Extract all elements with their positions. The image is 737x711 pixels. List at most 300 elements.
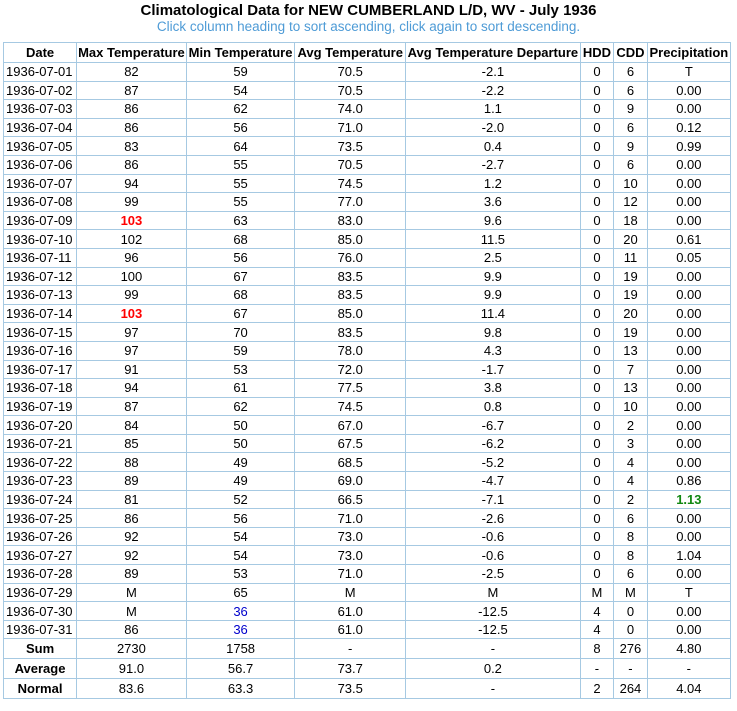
precip-cell: T — [647, 63, 730, 82]
table-row — [4, 509, 731, 528]
table-row — [4, 527, 731, 546]
cdd-cell: 9 — [614, 100, 648, 119]
avg-temp-cell: 68.5 — [295, 453, 406, 472]
min-temp-cell: 68 — [186, 286, 295, 305]
min-temp-cell: 55 — [186, 193, 295, 212]
max-temp-cell: 99 — [77, 286, 187, 305]
date-cell: 1936-07-25 — [4, 509, 77, 528]
date-cell: 1936-07-09 — [4, 211, 77, 230]
cdd-cell: 4 — [614, 453, 648, 472]
cdd-cell: - — [614, 659, 648, 679]
hdd-cell: 0 — [580, 416, 614, 435]
table-row — [4, 434, 731, 453]
hdd-cell: 0 — [580, 137, 614, 156]
date-cell: 1936-07-10 — [4, 230, 77, 249]
date-cell: 1936-07-21 — [4, 434, 77, 453]
min-temp-cell: 53 — [186, 360, 295, 379]
avg-temp-cell: 74.5 — [295, 174, 406, 193]
max-temp-cell: 92 — [77, 546, 187, 565]
avg-temp-cell: 66.5 — [295, 490, 406, 509]
hdd-cell: 0 — [580, 527, 614, 546]
table-row — [4, 267, 731, 286]
table-row — [4, 397, 731, 416]
avg-temp-cell: 71.0 — [295, 118, 406, 137]
max-temp-cell: 83.6 — [77, 679, 187, 699]
cdd-cell: 20 — [614, 304, 648, 323]
precip-cell: T — [647, 583, 730, 602]
min-temp-cell: 67 — [186, 267, 295, 286]
min-temp-cell: 68 — [186, 230, 295, 249]
min-temp-cell: 56 — [186, 248, 295, 267]
avg-temp-cell: 73.0 — [295, 527, 406, 546]
max-temp-cell: 91.0 — [77, 659, 187, 679]
departure-cell: 3.6 — [406, 193, 581, 212]
precip-cell: 0.00 — [647, 286, 730, 305]
precip-cell: 0.00 — [647, 193, 730, 212]
min-temp-cell: 49 — [186, 453, 295, 472]
min-temp-cell: 61 — [186, 379, 295, 398]
departure-cell: 1.2 — [406, 174, 581, 193]
min-temp-cell: 63.3 — [186, 679, 295, 699]
max-temp-cell: 86 — [77, 118, 187, 137]
hdd-cell: 0 — [580, 230, 614, 249]
max-temp-cell: 89 — [77, 565, 187, 584]
summary-label: Sum — [4, 639, 77, 659]
min-temp-cell: 56 — [186, 118, 295, 137]
cdd-cell: 0 — [614, 620, 648, 639]
sort-header-avg-temperature[interactable]: Avg Temperature — [295, 43, 406, 63]
table-row — [4, 360, 731, 379]
avg-temp-cell: 77.5 — [295, 379, 406, 398]
hdd-cell: 0 — [580, 248, 614, 267]
cdd-cell: 6 — [614, 81, 648, 100]
hdd-cell: 2 — [580, 679, 614, 699]
date-cell: 1936-07-24 — [4, 490, 77, 509]
precip-cell: 0.00 — [647, 434, 730, 453]
max-temp-cell: 88 — [77, 453, 187, 472]
hdd-cell: 0 — [580, 118, 614, 137]
cdd-cell: 2 — [614, 490, 648, 509]
precip-cell: 0.00 — [647, 620, 730, 639]
avg-temp-cell: 74.5 — [295, 397, 406, 416]
max-temp-cell: 91 — [77, 360, 187, 379]
table-row — [4, 137, 731, 156]
table-row — [4, 490, 731, 509]
avg-temp-cell: 73.5 — [295, 137, 406, 156]
precip-cell: 0.00 — [647, 379, 730, 398]
date-cell: 1936-07-12 — [4, 267, 77, 286]
cdd-cell: 2 — [614, 416, 648, 435]
min-temp-cell: 54 — [186, 527, 295, 546]
date-cell: 1936-07-30 — [4, 602, 77, 621]
precip-cell: 0.00 — [647, 81, 730, 100]
cdd-cell: 19 — [614, 323, 648, 342]
cdd-cell: M — [614, 583, 648, 602]
table-summary — [4, 639, 731, 699]
cdd-cell: 10 — [614, 174, 648, 193]
min-temp-cell: 36 — [186, 620, 295, 639]
date-cell: 1936-07-01 — [4, 63, 77, 82]
hdd-cell: 0 — [580, 211, 614, 230]
max-temp-cell: 86 — [77, 155, 187, 174]
precip-cell: 0.05 — [647, 248, 730, 267]
cdd-cell: 6 — [614, 155, 648, 174]
table-row — [4, 174, 731, 193]
date-cell: 1936-07-23 — [4, 472, 77, 491]
date-cell: 1936-07-22 — [4, 453, 77, 472]
max-temp-cell: 83 — [77, 137, 187, 156]
sort-header-avg-temperature-departure[interactable]: Avg Temperature Departure — [406, 43, 581, 63]
hdd-cell: 0 — [580, 174, 614, 193]
date-cell: 1936-07-20 — [4, 416, 77, 435]
hdd-cell: M — [580, 583, 614, 602]
min-temp-cell: 1758 — [186, 639, 295, 659]
min-temp-cell: 63 — [186, 211, 295, 230]
table-row — [4, 602, 731, 621]
avg-temp-cell: 77.0 — [295, 193, 406, 212]
avg-temp-cell: 61.0 — [295, 620, 406, 639]
departure-cell: -1.7 — [406, 360, 581, 379]
cdd-cell: 264 — [614, 679, 648, 699]
departure-cell: -2.1 — [406, 63, 581, 82]
precip-cell: 0.00 — [647, 602, 730, 621]
cdd-cell: 8 — [614, 546, 648, 565]
date-cell: 1936-07-19 — [4, 397, 77, 416]
table-row — [4, 81, 731, 100]
hdd-cell: 4 — [580, 602, 614, 621]
avg-temp-cell: 73.5 — [295, 679, 406, 699]
precip-cell: 0.99 — [647, 137, 730, 156]
hdd-cell: 0 — [580, 100, 614, 119]
departure-cell: 3.8 — [406, 379, 581, 398]
avg-temp-cell: 85.0 — [295, 230, 406, 249]
precip-cell: 0.00 — [647, 360, 730, 379]
min-temp-cell: 65 — [186, 583, 295, 602]
precip-cell: 0.00 — [647, 341, 730, 360]
date-cell: 1936-07-13 — [4, 286, 77, 305]
sort-header-precipitation[interactable]: Precipitation — [647, 43, 730, 63]
precip-cell: 1.04 — [647, 546, 730, 565]
precip-cell: 0.00 — [647, 565, 730, 584]
min-temp-cell: 53 — [186, 565, 295, 584]
departure-cell: 2.5 — [406, 248, 581, 267]
departure-cell: -5.2 — [406, 453, 581, 472]
date-cell: 1936-07-11 — [4, 248, 77, 267]
max-temp-cell: 96 — [77, 248, 187, 267]
table-row — [4, 118, 731, 137]
table-row — [4, 416, 731, 435]
precip-cell: 0.00 — [647, 397, 730, 416]
summary-row — [4, 659, 731, 679]
avg-temp-cell: 83.0 — [295, 211, 406, 230]
avg-temp-cell: 70.5 — [295, 81, 406, 100]
departure-cell: - — [406, 639, 581, 659]
table-row — [4, 193, 731, 212]
hdd-cell: 0 — [580, 490, 614, 509]
max-temp-cell: 82 — [77, 63, 187, 82]
max-temp-cell: 99 — [77, 193, 187, 212]
max-temp-cell: 97 — [77, 341, 187, 360]
avg-temp-cell: 83.5 — [295, 323, 406, 342]
max-temp-cell: 94 — [77, 379, 187, 398]
cdd-cell: 19 — [614, 267, 648, 286]
min-temp-cell: 62 — [186, 397, 295, 416]
table-row — [4, 453, 731, 472]
precip-cell: 0.00 — [647, 509, 730, 528]
departure-cell: -4.7 — [406, 472, 581, 491]
avg-temp-cell: 67.0 — [295, 416, 406, 435]
max-temp-cell: 81 — [77, 490, 187, 509]
cdd-cell: 20 — [614, 230, 648, 249]
max-temp-cell: 103 — [77, 304, 187, 323]
hdd-cell: 0 — [580, 379, 614, 398]
min-temp-cell: 64 — [186, 137, 295, 156]
departure-cell: -0.6 — [406, 546, 581, 565]
hdd-cell: 0 — [580, 193, 614, 212]
precip-cell: 0.00 — [647, 304, 730, 323]
avg-temp-cell: 83.5 — [295, 286, 406, 305]
date-cell: 1936-07-27 — [4, 546, 77, 565]
hdd-cell: 0 — [580, 472, 614, 491]
table-row — [4, 211, 731, 230]
max-temp-cell: 94 — [77, 174, 187, 193]
departure-cell: 0.2 — [406, 659, 581, 679]
departure-cell: 9.9 — [406, 286, 581, 305]
cdd-cell: 19 — [614, 286, 648, 305]
hdd-cell: 0 — [580, 286, 614, 305]
cdd-cell: 12 — [614, 193, 648, 212]
departure-cell: - — [406, 679, 581, 699]
sort-header-date[interactable]: Date — [4, 43, 77, 63]
hdd-cell: 0 — [580, 509, 614, 528]
cdd-cell: 11 — [614, 248, 648, 267]
cdd-cell: 13 — [614, 379, 648, 398]
departure-cell: 9.6 — [406, 211, 581, 230]
table-row — [4, 565, 731, 584]
avg-temp-cell: 67.5 — [295, 434, 406, 453]
avg-temp-cell: 61.0 — [295, 602, 406, 621]
summary-label: Normal — [4, 679, 77, 699]
precip-cell: 0.00 — [647, 416, 730, 435]
max-temp-cell: 86 — [77, 509, 187, 528]
min-temp-cell: 56.7 — [186, 659, 295, 679]
table-row — [4, 323, 731, 342]
cdd-cell: 6 — [614, 565, 648, 584]
summary-row — [4, 679, 731, 699]
hdd-cell: 0 — [580, 434, 614, 453]
date-cell: 1936-07-16 — [4, 341, 77, 360]
summary-row — [4, 639, 731, 659]
max-temp-cell: 2730 — [77, 639, 187, 659]
min-temp-cell: 49 — [186, 472, 295, 491]
table-row — [4, 230, 731, 249]
precip-cell: 0.00 — [647, 527, 730, 546]
hdd-cell: 0 — [580, 341, 614, 360]
date-cell: 1936-07-06 — [4, 155, 77, 174]
departure-cell: 0.4 — [406, 137, 581, 156]
sort-instructions: Click column heading to sort ascending, click again to sort descending. — [156, 19, 581, 34]
departure-cell: -2.2 — [406, 81, 581, 100]
cdd-cell: 7 — [614, 360, 648, 379]
departure-cell: 0.8 — [406, 397, 581, 416]
min-temp-cell: 55 — [186, 174, 295, 193]
date-cell: 1936-07-03 — [4, 100, 77, 119]
hdd-cell: - — [580, 659, 614, 679]
max-temp-cell: 92 — [77, 527, 187, 546]
table-row — [4, 379, 731, 398]
min-temp-cell: 54 — [186, 81, 295, 100]
precip-cell: 0.00 — [647, 323, 730, 342]
departure-cell: M — [406, 583, 581, 602]
precip-cell: 4.04 — [647, 679, 730, 699]
departure-cell: 11.4 — [406, 304, 581, 323]
max-temp-cell: 102 — [77, 230, 187, 249]
min-temp-cell: 50 — [186, 416, 295, 435]
avg-temp-cell: 76.0 — [295, 248, 406, 267]
date-cell: 1936-07-05 — [4, 137, 77, 156]
cdd-cell: 6 — [614, 509, 648, 528]
cdd-cell: 6 — [614, 63, 648, 82]
max-temp-cell: 85 — [77, 434, 187, 453]
climate-data-table — [3, 42, 731, 699]
precip-cell: - — [647, 659, 730, 679]
precip-cell: 0.00 — [647, 100, 730, 119]
cdd-cell: 4 — [614, 472, 648, 491]
date-cell: 1936-07-31 — [4, 620, 77, 639]
departure-cell: 4.3 — [406, 341, 581, 360]
max-temp-cell: 103 — [77, 211, 187, 230]
date-cell: 1936-07-02 — [4, 81, 77, 100]
max-temp-cell: 97 — [77, 323, 187, 342]
table-row — [4, 286, 731, 305]
date-cell: 1936-07-18 — [4, 379, 77, 398]
table-row — [4, 155, 731, 174]
page-title: Climatological Data for NEW CUMBERLAND L/D, WV - July 1936 — [140, 2, 597, 19]
date-cell: 1936-07-15 — [4, 323, 77, 342]
max-temp-cell: 87 — [77, 397, 187, 416]
date-cell: 1936-07-08 — [4, 193, 77, 212]
precip-cell: 0.00 — [647, 211, 730, 230]
sort-header-hdd[interactable]: HDD — [580, 43, 614, 63]
min-temp-cell: 52 — [186, 490, 295, 509]
min-temp-cell: 67 — [186, 304, 295, 323]
date-cell: 1936-07-04 — [4, 118, 77, 137]
max-temp-cell: M — [77, 583, 187, 602]
hdd-cell: 0 — [580, 81, 614, 100]
max-temp-cell: 89 — [77, 472, 187, 491]
min-temp-cell: 59 — [186, 63, 295, 82]
hdd-cell: 0 — [580, 155, 614, 174]
precip-cell: 4.80 — [647, 639, 730, 659]
hdd-cell: 0 — [580, 397, 614, 416]
departure-cell: 11.5 — [406, 230, 581, 249]
hdd-cell: 0 — [580, 323, 614, 342]
cdd-cell: 0 — [614, 602, 648, 621]
max-temp-cell: 87 — [77, 81, 187, 100]
min-temp-cell: 59 — [186, 341, 295, 360]
max-temp-cell: 84 — [77, 416, 187, 435]
departure-cell: -2.7 — [406, 155, 581, 174]
avg-temp-cell: 71.0 — [295, 565, 406, 584]
hdd-cell: 0 — [580, 267, 614, 286]
date-cell: 1936-07-14 — [4, 304, 77, 323]
date-cell: 1936-07-07 — [4, 174, 77, 193]
date-cell: 1936-07-26 — [4, 527, 77, 546]
avg-temp-cell: M — [295, 583, 406, 602]
avg-temp-cell: 85.0 — [295, 304, 406, 323]
departure-cell: -7.1 — [406, 490, 581, 509]
avg-temp-cell: 83.5 — [295, 267, 406, 286]
date-cell: 1936-07-28 — [4, 565, 77, 584]
departure-cell: -6.7 — [406, 416, 581, 435]
sort-header-min-temperature[interactable]: Min Temperature — [186, 43, 295, 63]
departure-cell: -0.6 — [406, 527, 581, 546]
cdd-cell: 18 — [614, 211, 648, 230]
avg-temp-cell: 73.0 — [295, 546, 406, 565]
precip-cell: 0.12 — [647, 118, 730, 137]
min-temp-cell: 56 — [186, 509, 295, 528]
min-temp-cell: 36 — [186, 602, 295, 621]
departure-cell: 1.1 — [406, 100, 581, 119]
precip-cell: 0.86 — [647, 472, 730, 491]
precip-cell: 0.00 — [647, 453, 730, 472]
table-header-row — [4, 43, 731, 63]
departure-cell: 9.8 — [406, 323, 581, 342]
avg-temp-cell: 72.0 — [295, 360, 406, 379]
cdd-cell: 3 — [614, 434, 648, 453]
precip-cell: 1.13 — [647, 490, 730, 509]
avg-temp-cell: 71.0 — [295, 509, 406, 528]
departure-cell: -2.6 — [406, 509, 581, 528]
table-row — [4, 100, 731, 119]
cdd-cell: 6 — [614, 118, 648, 137]
hdd-cell: 8 — [580, 639, 614, 659]
avg-temp-cell: 74.0 — [295, 100, 406, 119]
cdd-cell: 10 — [614, 397, 648, 416]
cdd-cell: 13 — [614, 341, 648, 360]
cdd-cell: 9 — [614, 137, 648, 156]
cdd-cell: 8 — [614, 527, 648, 546]
departure-cell: -2.5 — [406, 565, 581, 584]
min-temp-cell: 55 — [186, 155, 295, 174]
departure-cell: -6.2 — [406, 434, 581, 453]
avg-temp-cell: - — [295, 639, 406, 659]
max-temp-cell: 86 — [77, 620, 187, 639]
table-row — [4, 620, 731, 639]
table-row — [4, 472, 731, 491]
precip-cell: 0.61 — [647, 230, 730, 249]
min-temp-cell: 62 — [186, 100, 295, 119]
sort-header-cdd[interactable]: CDD — [614, 43, 648, 63]
sort-header-max-temperature[interactable]: Max Temperature — [77, 43, 187, 63]
departure-cell: -12.5 — [406, 602, 581, 621]
precip-cell: 0.00 — [647, 267, 730, 286]
departure-cell: -12.5 — [406, 620, 581, 639]
date-cell: 1936-07-17 — [4, 360, 77, 379]
avg-temp-cell: 69.0 — [295, 472, 406, 491]
hdd-cell: 0 — [580, 565, 614, 584]
hdd-cell: 0 — [580, 546, 614, 565]
hdd-cell: 0 — [580, 63, 614, 82]
hdd-cell: 0 — [580, 360, 614, 379]
table-row — [4, 304, 731, 323]
avg-temp-cell: 70.5 — [295, 63, 406, 82]
table-body — [4, 63, 731, 639]
avg-temp-cell: 73.7 — [295, 659, 406, 679]
table-row — [4, 583, 731, 602]
table-row — [4, 546, 731, 565]
hdd-cell: 4 — [580, 620, 614, 639]
